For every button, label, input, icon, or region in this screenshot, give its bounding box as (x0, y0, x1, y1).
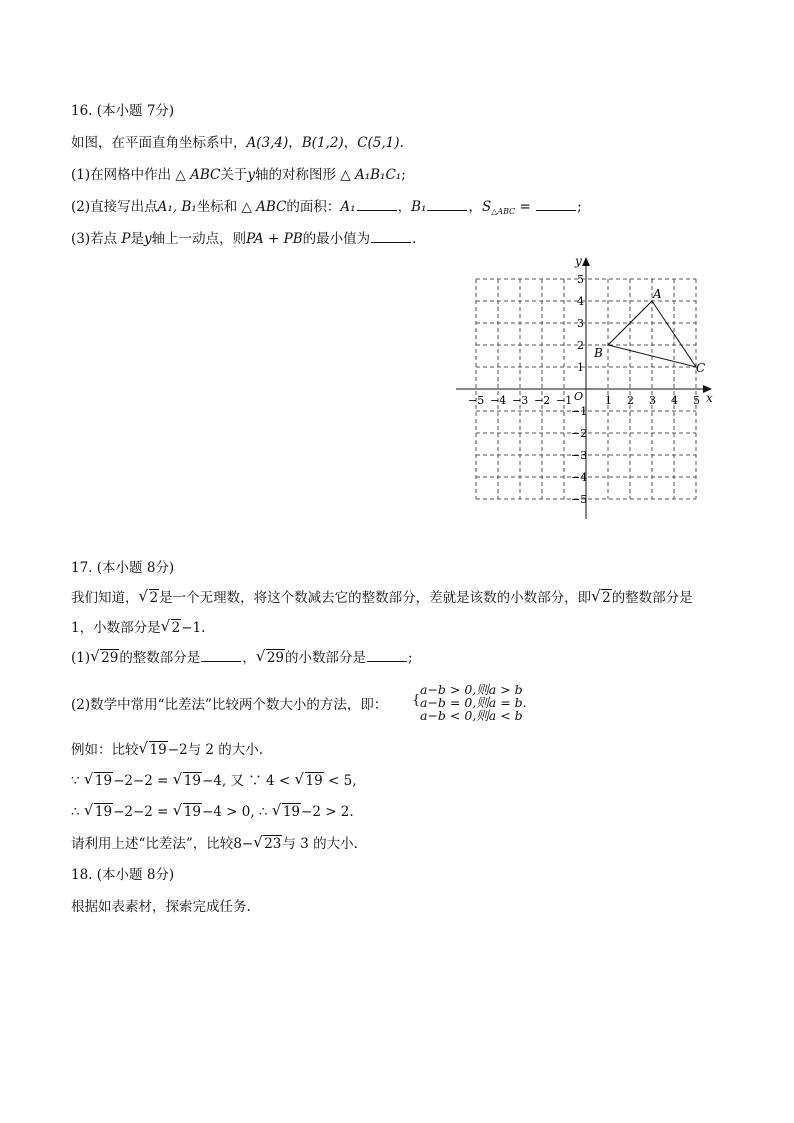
x-tick-label: 4 (671, 394, 678, 407)
sqrt-19: √ 19 (172, 801, 201, 820)
coordinate-grid (450, 250, 730, 525)
sqrt-19: √ 19 (294, 770, 323, 789)
y-tick-label: 1 (577, 361, 584, 374)
q17-header: 17. (本小题 8分) (71, 560, 175, 576)
q17-example: 例如：比较 √ 19−2与 2 的大小. (71, 739, 264, 758)
q18-text: 根据如表素材，探索完成任务. (71, 899, 251, 915)
q17-intro: 我们知道， √ 2是一个无理数，将这个数减去它的整数部分，差就是该数的小数部分，即 √ 2的整数部分是 (71, 587, 693, 606)
q16-part1: (1)在网格中作出 △ ABC关于y轴的对称图形 △ A₁B₁C₁; (71, 167, 406, 183)
sqrt-29: √ 29 (90, 647, 119, 666)
sqrt-23: √ 23 (253, 833, 282, 852)
q17-part1: (1) √ 29的整数部分是 ， √ 29的小数部分是 ; (71, 647, 413, 666)
answer-blank-frac-part[interactable] (367, 649, 407, 662)
answer-blank-area[interactable] (536, 198, 576, 211)
y-tick-label: −3 (571, 449, 588, 462)
x-tick-label: −2 (534, 394, 551, 407)
x-tick-label: −5 (468, 394, 485, 407)
sqrt-19: √ 19 (138, 739, 167, 758)
sqrt-2: √ 2 (160, 617, 181, 636)
q16-part2: (2)直接写出点A₁, B₁坐标和 △ ABC的面积：A₁ ，B₁ ，$S_{\triangle ABC}$ = ; (71, 199, 582, 216)
y-tick-label: −4 (571, 471, 588, 484)
case-greater: a−b > 0,则a > b (420, 682, 523, 697)
q16-header: 16. (本小题 7分) (71, 103, 175, 119)
answer-blank-min[interactable] (371, 230, 411, 243)
answer-blank-int-part[interactable] (201, 649, 241, 662)
case-less: a−b < 0,则a < b (420, 708, 523, 723)
y-tick-label: 5 (577, 273, 584, 286)
origin-label: O (574, 390, 584, 403)
label-c: C (696, 361, 706, 375)
y-tick-label: −2 (571, 427, 588, 440)
sqrt-2: √ 2 (591, 587, 611, 606)
cases-block (420, 683, 527, 722)
label-a: A (653, 287, 662, 301)
x-tick-label: −3 (512, 394, 529, 407)
sqrt-19: √ 19 (83, 770, 113, 789)
x-tick-label: −1 (556, 394, 573, 407)
x-tick-label: −4 (490, 394, 507, 407)
sqrt-2: √ 2 (138, 587, 159, 606)
label-b: B (594, 346, 603, 360)
q17-part2: (2)数学中常用“比差法”比较两个数大小的方法，即： (71, 697, 388, 713)
q17-step1: ∵ √ 19−2−2 = √ 19−4, 又 ∵ 4 < √ 19 < 5, (71, 770, 357, 789)
sqrt-19: √ 19 (172, 770, 201, 789)
q17-intro-cont: 1，小数部分是 √ 2−1. (71, 617, 206, 636)
x-tick-label: 3 (649, 394, 656, 407)
cases-brace: { (412, 693, 421, 708)
sqrt-19: √ 19 (83, 801, 113, 820)
y-tick-label: 4 (577, 295, 584, 308)
answer-blank-a1[interactable] (357, 198, 397, 211)
x-tick-label: 5 (693, 394, 700, 407)
sqrt-29: √ 29 (255, 647, 284, 666)
q18-header: 18. (本小题 8分) (71, 867, 175, 883)
y-tick-label: 3 (577, 317, 584, 330)
q16-part3: (3)若点 P是y轴上一动点，则PA + PB的最小值为 . (71, 231, 417, 247)
y-tick-label: −5 (571, 493, 588, 506)
sqrt-19: √ 19 (271, 801, 301, 820)
answer-blank-b1[interactable] (427, 198, 467, 211)
y-tick-label: −1 (571, 405, 588, 418)
q16-intro: 如图，在平面直角坐标系中，A(3,4)，B(1,2)，C(5,1). (71, 135, 404, 151)
x-axis-label: x (706, 391, 713, 405)
case-equal: a−b = 0,则a = b. (420, 695, 527, 710)
y-tick-label: 2 (577, 339, 584, 352)
x-tick-label: 2 (627, 394, 634, 407)
q17-task: 请利用上述“比差法”，比较8− √ 23与 3 的大小. (71, 833, 358, 852)
q17-step2: ∴ √ 19−2−2 = √ 19−4 > 0, ∴ √ 19−2 > 2. (71, 801, 354, 820)
x-tick-label: 1 (605, 394, 612, 407)
y-axis-label: y (575, 254, 582, 268)
